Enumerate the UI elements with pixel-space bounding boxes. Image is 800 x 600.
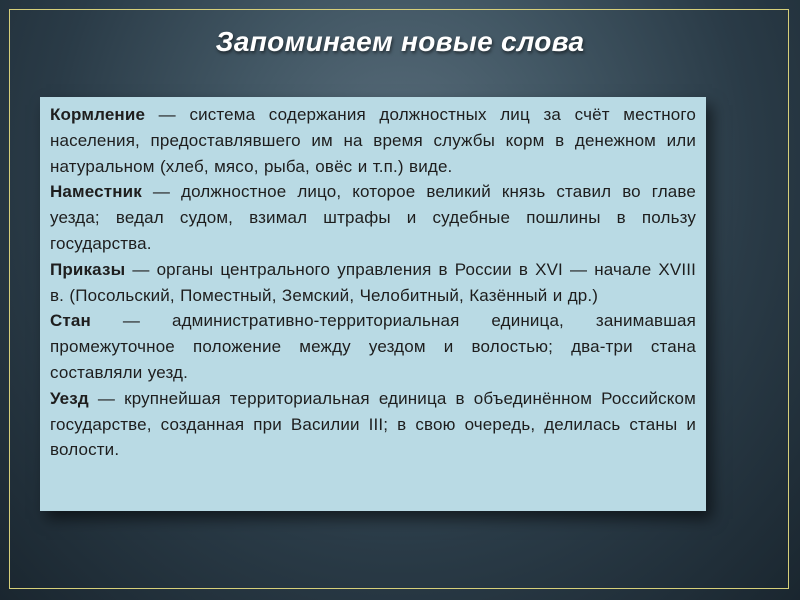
definitions-card <box>40 97 706 511</box>
definition-term: Уезд <box>50 388 89 408</box>
definition-term: Стан <box>50 311 91 331</box>
slide-title: Запоминаем новые слова <box>215 26 585 57</box>
definition-text: — органы центрального управления в России в XVI — начале XVIII в. (Посольский, Поместный, Земский, Челобитный, Казённый и др.) <box>50 259 696 305</box>
definition-prikazy <box>50 257 696 309</box>
definition-kormlenie <box>50 102 696 179</box>
definition-text: — административно-территориальная единица, занимавшая промежуточное положение между уездом и волостью; два-три стана составляли уезд. <box>50 311 696 382</box>
definition-stan <box>50 308 696 385</box>
definition-text: — должностное лицо, которое великий князь ставил во главе уезда; ведал судом, взимал штрафы и судебные пошлины в пользу государства. <box>50 182 696 253</box>
definition-term: Приказы <box>50 259 126 279</box>
definitions-list <box>50 102 696 463</box>
definition-text: — система содержания должностных лиц за счёт местного населения, предоставлявшего им на время службы корм в денежном или натуральном (хлеб, мясо, рыба, овёс и т.п.) виде. <box>50 105 696 176</box>
definition-term: Наместник <box>50 182 142 202</box>
definition-namestnik <box>50 179 696 256</box>
definition-text: — крупнейшая территориальная единица в объединённом Российском государстве, созданная при Василии III; в свою очередь, делилась станы и волости. <box>50 388 696 460</box>
definition-uezd <box>50 386 696 463</box>
definition-term: Кормление <box>50 105 146 124</box>
